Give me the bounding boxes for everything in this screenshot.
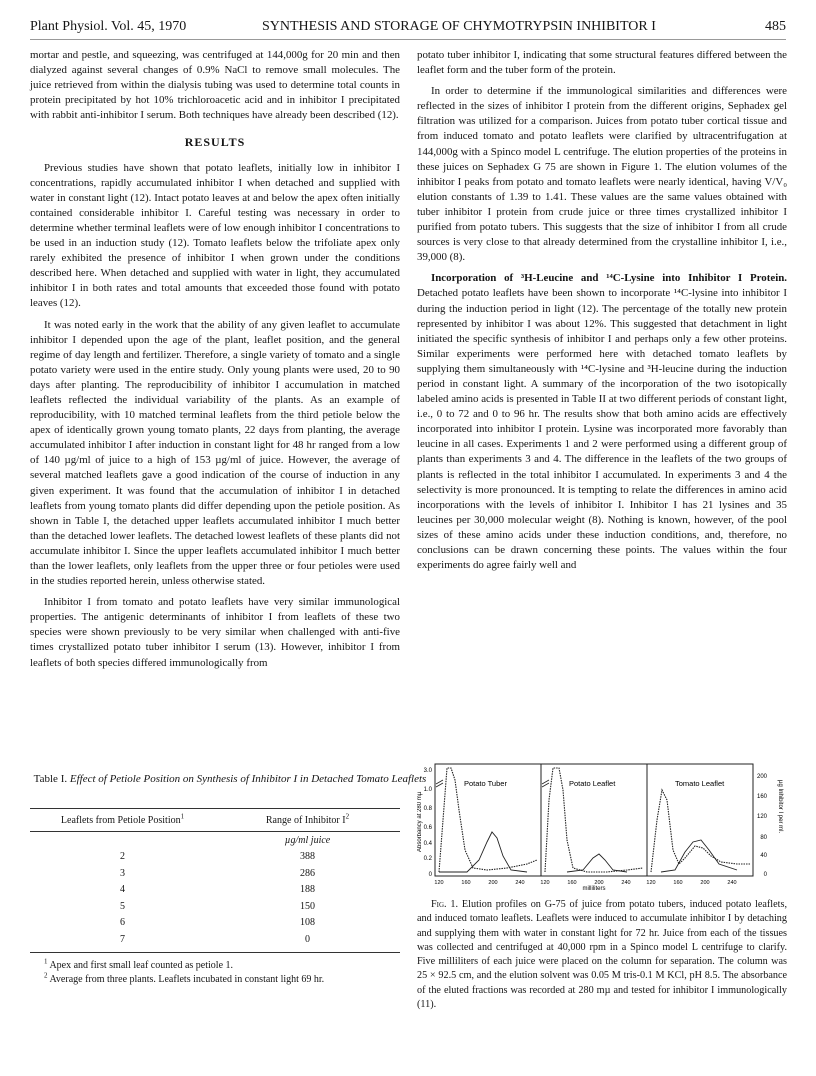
right-column (417, 48, 787, 579)
panel-label-potato-leaflet: Potato Leaflet (569, 779, 616, 788)
table-col-header-position: Leaflets from Petiole Position$^1$ (60, 812, 185, 826)
x-tick: 160 (461, 880, 471, 886)
table-cell-range: 108 (300, 917, 315, 929)
table-cell-range: 188 (300, 884, 315, 896)
right-paragraph-3-body: Detached potato leaflets have been shown to incorporate ¹⁴C-lysine into inhibitor I during the induction period in light (12). The percentage of the totally new protein represented by inhibitor I was about 12%. This suggested that detachment in light initiated the specific synthesis of inhibitor I and perhaps only a few other proteins. Similar experiments were performed here with detached tomato leaflets by supplying them simultaneously with ¹⁴C-lysine and ³H-leucine during the induction period in constant light. A summary of the incorporation of the two isotopically labeled amino acids is presented in Table II at two different periods of constant light, i.e., 0 to 72 and 0 to 96 hr. The results show that both amino acids are effectively incorporated into inhibitor I protein. Lysine was incorporated more favorably than leucine in all cases. Experiments 1 and 2 were performed using a different group of plants than experiments 3 and 4. The difference in the leaflets of the two groups of plants is reflected in the total inhibitor I accumulated. In experiments 3 and 4 the selectivity is more pronounced. It is tempting to relate the differences in amino acid incorporations with the levels of inhibitor I. Inhibitor I has 21 lysines and 35 leucines per 30,000 molecular weight (8). Nothing is known, however, of the pool sizes of these amino acids under these induction conditions, and, therefore, no conclusions can be drawn concerning these points. The values within the four experiments do agree fairly well and (417, 287, 787, 572)
x-tick: 160 (567, 880, 577, 886)
x-tick: 120 (434, 880, 444, 886)
y-tick-left: 0 (428, 872, 432, 878)
page-number: 485 (765, 19, 786, 34)
x-tick: 240 (515, 880, 525, 886)
journal-citation: Plant Physiol. Vol. 45, 1970 (30, 19, 187, 34)
running-title: SYNTHESIS AND STORAGE OF CHYMOTRYPSIN INHIBITOR I (262, 19, 656, 34)
table-row (30, 898, 400, 915)
table-cell-position: 3 (120, 867, 125, 879)
inhibitor-curve-tomato-leaflet (661, 840, 737, 872)
table-unit-row (30, 832, 400, 849)
table-row (30, 865, 400, 882)
table-row (30, 931, 400, 948)
table-col-header-range: Range of Inhibitor $I^2$ (265, 812, 350, 826)
subsection-heading: Incorporation of ³H-Leucine and ¹⁴C-Lysine into Inhibitor I Protein. (431, 272, 787, 285)
x-axis-label: milliliters (582, 886, 606, 890)
results-heading: RESULTS (184, 135, 246, 150)
running-header (30, 17, 786, 40)
table-row (30, 849, 400, 866)
y-tick-right: 160 (756, 794, 767, 800)
table-cell-position: 7 (120, 933, 125, 945)
y-tick-left: 1.0 (423, 787, 432, 793)
panel-label-tomato-leaflet: Tomato Leaflet (675, 779, 725, 788)
y-axis-label-right: µg Inhibitor I per ml. (777, 780, 783, 834)
y-tick-left: 3.0 (423, 768, 432, 774)
x-tick: 200 (488, 880, 498, 886)
table-1 (30, 808, 400, 987)
figure-caption-label: Fig. 1. (431, 899, 459, 910)
y-tick-left: 0.6 (423, 825, 432, 831)
right-paragraph-1: potato tuber inhibitor I, indicating that some structural features differed between the leaflet form and the tuber form of the protein. (417, 49, 787, 77)
table-row (30, 882, 400, 899)
y-tick-right: 120 (756, 814, 767, 820)
table-footnote-1: $^1$ Apex and first small leaf counted as petiole 1. (44, 957, 234, 971)
table-title (30, 772, 430, 787)
right-paragraph-2: In order to determine if the immunological similarities and differences were reflected in the sizes of inhibitor I protein from the different origins, Sephadex gel filtration was utilized for a comparison. Juices from potato tuber cortical tissue and from induced tomato and potato leaflets were clarified by ultracentrifugation at 144,000g with a Spinco model L centrifuge. The elution properties of the proteins in these juices on Sephadex G 75 are shown in Figure 1. The elution volumes of the inhibitor I peaks from potato and tomato leaflets were nearly identical, having V/V₀ elution constants of 1.39 to 1.41. These values are the same values obtained with tuber inhibitor I protein from crude juice or three times crystallized inhibitor I purified from potato tubers. This suggests that the size of inhibitor I from all crude sources is very close to that already determined from the crystalline inhibitor I, i.e., 39,000 (8). (417, 85, 787, 264)
table-unit: µg/ml juice (284, 834, 331, 846)
figure-caption (417, 898, 787, 1012)
table-caption: Effect of Petiole Position on Synthesis of Inhibitor I in Detached Tomato Leaflets (69, 773, 427, 785)
intro-paragraph: mortar and pestle, and squeezing, was centrifuged at 144,000g for 20 min and then dialyzed against several changes of 0.9% NaCl to remove small molecules. The juice retrieved from within the dialysis tubing was used to determine total counts in protein precipitated by hot 10% trichloroacetic acid and in inhibitor I precipitated with rabbit anti-inhibitor I serum. Both techniques have already been described (12). (30, 49, 400, 122)
y-tick-right: 0 (763, 872, 767, 878)
figure-1-elution-profiles (417, 760, 787, 890)
table-cell-range: 150 (300, 900, 315, 912)
y-axis-label-left: Absorbancy at 280 mµ (417, 791, 423, 852)
figure-caption-text: Elution profiles on G-75 of juice from potato tubers, induced potato leaflets, and induced tomato leaflets. Leaflets were induced to accumulate inhibitor I by detaching and supplying them with water in constant light for 72 hr. Juice from each of the tissues was collected and centrifuged at 40,000 rpm in a Spinco model L centrifuge to clarify. Five milliliters of each juice were placed on the column for separation. The column was 25 × 92.5 cm, and the elution solvent was 0.05 M tris-0.1 M KCl, pH 8.5. The absorbance of the eluted fractions was recorded at 280 mµ and tested for inhibitor I immunologically (11). (417, 899, 787, 1011)
y-tick-left: 0.4 (423, 841, 432, 847)
table-header-row (30, 809, 400, 831)
table-cell-position: 4 (120, 884, 125, 896)
table-cell-position: 2 (120, 851, 125, 863)
results-paragraph-2: It was noted early in the work that the ability of any given leaflet to accumulate inhibitor I depended upon the age of the plant, leaflet position, and the general regime of day length and fertilizer. Therefore, a single variety of tomato and a single potato variety were used in the entire study. Only young plants were used, 20 to 90 days after planting. The reproducibility of inhibitor I accumulation in matched leaflets reflected the individual variability of the plants. As an example of reproducibility, with 10 matched terminal leaflets from the third petiole below the apex of identically grown young tomato plants, 22 days from planting, the average accumulated inhibitor I after induction in constant light for 48 hr ranged from a low of 140 µg/ml of juice to a high of 153 µg/ml of juice. However, the average of several matched leaflets gave a good indication of the course of induction in any given experiment. It was found that the accumulation of inhibitor I in detached leaflets from young tomato plants did differ depending upon the petiole position. As shown in Table I, the detached upper leaflets accumulated inhibitor I much better than the detached lower leaflets. The detached lowest leaflets of these plants did not accumulate inhibitor I. Since the upper leaflets accumulated inhibitor I much better than the lower leaflets, only leaflets from the upper three or four petioles were used in the studies reported herein, unless otherwise stated. (30, 318, 400, 588)
table-footnote-2: $^2$ Average from three plants. Leaflets incubated in constant light 69 hr. (44, 971, 325, 985)
y-tick-right: 200 (756, 774, 767, 780)
table-cell-range: 0 (305, 933, 310, 945)
table-cell-range: 388 (300, 851, 315, 863)
table-cell-position: 5 (120, 900, 125, 912)
x-tick: 240 (621, 880, 631, 886)
x-tick: 200 (594, 880, 604, 886)
left-column (30, 48, 400, 677)
panel-label-potato-tuber: Potato Tuber (464, 779, 507, 788)
table-row (30, 915, 400, 932)
table-label: Table I. (33, 773, 68, 785)
x-tick: 200 (700, 880, 710, 886)
x-tick: 160 (673, 880, 683, 886)
inhibitor-curve-potato-tuber (439, 832, 527, 872)
results-paragraph-3: Inhibitor I from tomato and potato leaflets have very similar immunological properties. The antigenic determinants of inhibitor I from leaflets of these two species were shown previously to be very similar when challenged with anti-five times crystallized potato tuber inhibitor I serum (13). However, inhibitor I from leaflets of both species differed immunologically from (30, 596, 400, 669)
inhibitor-curve-potato-leaflet (567, 854, 627, 872)
x-tick: 120 (646, 880, 656, 886)
y-tick-right: 40 (760, 853, 767, 859)
y-tick-left: 0.8 (423, 806, 432, 812)
x-tick: 120 (540, 880, 550, 886)
right-paragraph-3 (417, 271, 787, 573)
table-bottom-rule (30, 952, 400, 953)
table-cell-range: 286 (300, 867, 315, 879)
table-cell-position: 6 (120, 917, 125, 929)
y-tick-left: 0.2 (423, 856, 432, 862)
absorbance-curve-tomato-leaflet (651, 790, 751, 872)
x-tick: 240 (727, 880, 737, 886)
results-paragraph-1: Previous studies have shown that potato leaflets, initially low in inhibitor I concentrations, rapidly accumulated inhibitor I when detached and supplied with water in constant light (12). Intact potato leaves at and below the apex often initially contained considerable inhibitor I. Careful testing was necessary in order to determine whether terminal leaflets were of low enough inhibitor I concentrations to be used in an induction study (12). Tomato leaflets below the trifoliate apex only rarely exhibited the presence of inhibitor I when grown under the conditions described here. When detached and supplied with water in light, they accumulated inhibitor I in both rates and total amounts that exceeded those found with potato leaves (12). (30, 161, 400, 310)
y-tick-right: 80 (760, 835, 767, 841)
